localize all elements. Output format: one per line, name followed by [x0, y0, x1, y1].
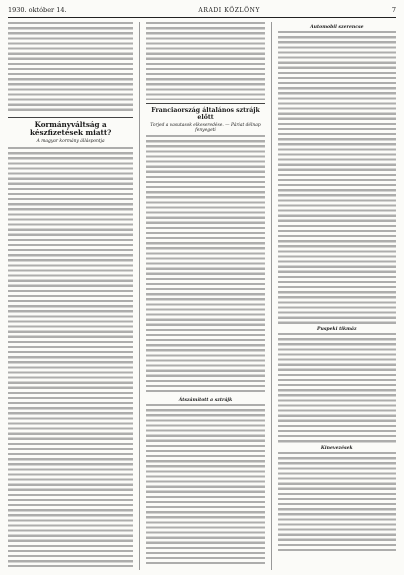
- masthead: [8, 6, 396, 18]
- section-heading: Automobil szerencse: [310, 25, 364, 30]
- issue-date: 1930. október 14.: [8, 6, 67, 14]
- columns: [8, 22, 396, 570]
- text-block-middle: [146, 135, 264, 395]
- column-1: [8, 22, 133, 570]
- article-subheadline: A magyar kormány álláspontja: [36, 139, 105, 145]
- article-subheadline: Torjed a vasutasok elkeseredése. — Páriat délnap fenyegeti: [150, 123, 261, 134]
- page-number: 7: [391, 6, 396, 14]
- paper-title: ARADI KÖZLÖNY: [198, 7, 261, 14]
- divider: [8, 117, 133, 118]
- article-headline: Kormányváltság a készfizetések miatt?: [29, 120, 112, 138]
- column-3: [271, 22, 396, 570]
- text-block-right-4: [278, 452, 396, 552]
- section-heading: Puspeki tikmáz: [317, 327, 357, 333]
- text-block-middle-bottom: [146, 404, 264, 564]
- text-block-left: [8, 147, 133, 567]
- text-block-top-middle: [146, 22, 264, 100]
- divider: [146, 103, 264, 104]
- column-2: [139, 22, 264, 570]
- text-block-right-3: [278, 333, 396, 443]
- article-headline: Franciaország általános sztrájk előtt: [151, 107, 260, 121]
- text-block-right-1: [278, 31, 396, 181]
- section-heading: Kinevezések: [320, 446, 353, 452]
- text-block-top-left: [8, 22, 133, 114]
- section-heading: Átszámított a sztrájk: [178, 398, 233, 404]
- text-block-right-2: [278, 184, 396, 324]
